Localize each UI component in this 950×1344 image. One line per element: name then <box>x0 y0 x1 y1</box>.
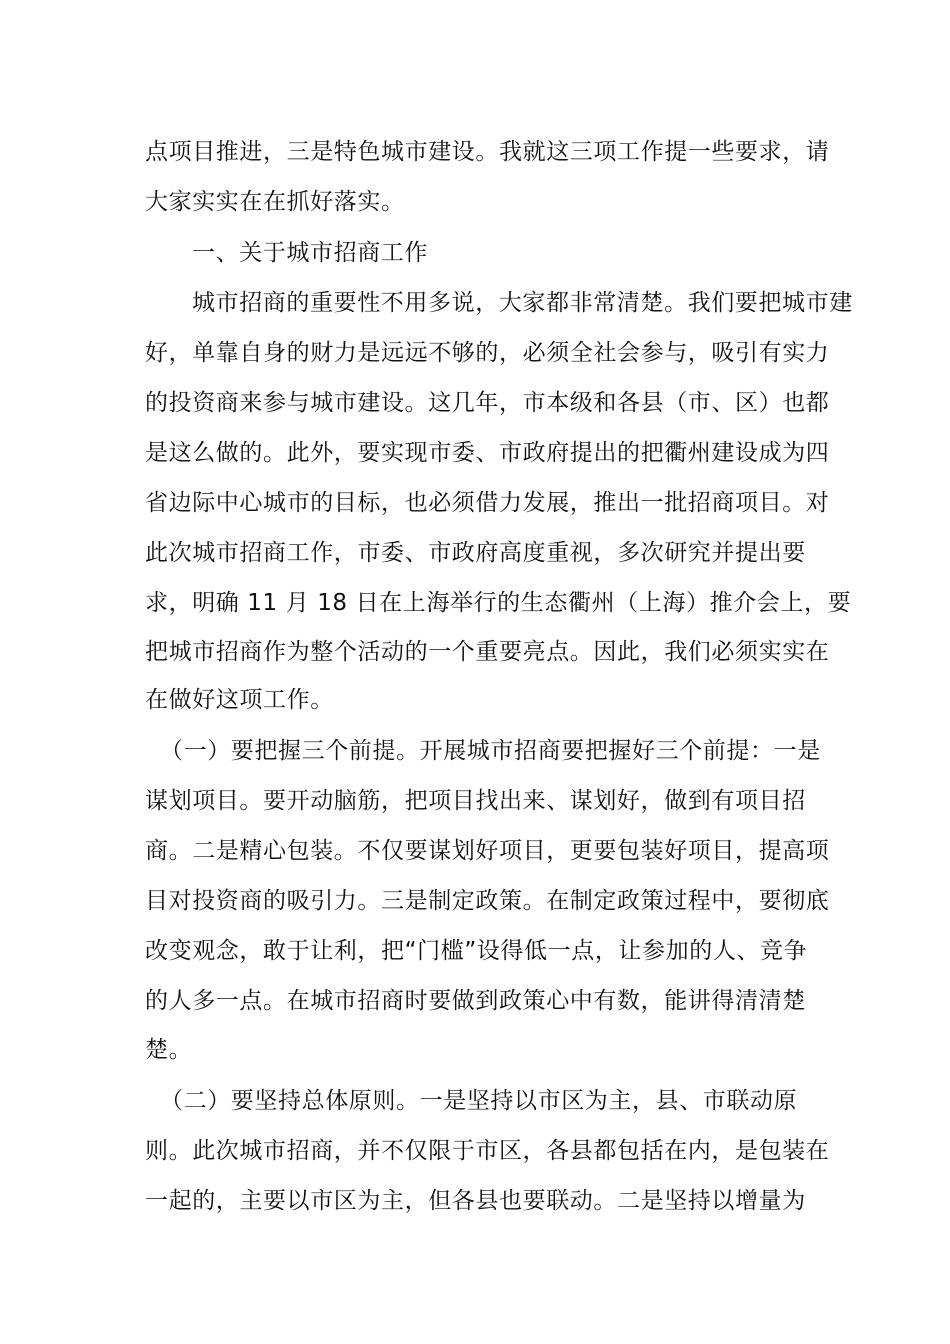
text-line: 一起的，主要以市区为主，但各县也要联动。二是坚持以增量为 <box>145 1188 806 1214</box>
text-line: 在做好这项工作。 <box>145 687 334 713</box>
text-line: 谋划项目。要开动脑筋，把项目找出来、谋划好，做到有项目招 <box>145 788 806 814</box>
subsection-line: （一）要把握三个前提。开展城市招商要把握好三个前提：一是 <box>160 738 821 764</box>
text-line: 商。二是精心包装。不仅要谋划好项目，更要包装好项目，提高项 <box>145 838 830 864</box>
text-line: 楚。 <box>145 1037 193 1063</box>
text-line: 则。此次城市招商，并不仅限于市区，各县都包括在内，是包装在 <box>145 1138 830 1164</box>
text-line: 把城市招商作为整个活动的一个重要亮点。因此，我们必须实实在 <box>145 639 830 665</box>
text-line: 的人多一点。在城市招商时要做到政策心中有数，能讲得清清楚 <box>145 988 806 1014</box>
text-line: 改变观念，敢于让利，把“门槛”设得低一点，让参加的人、竞争 <box>145 938 808 964</box>
text-line: 的投资商来参与城市建设。这几年，市本级和各县（市、区）也都 <box>145 390 830 416</box>
text-line: 求，明确 11 月 18 日在上海举行的生态衢州（上海）推介会上，要 <box>145 590 852 616</box>
text-line: 省边际中心城市的目标，也必须借力发展，推出一批招商项目。对 <box>145 490 830 516</box>
text-line: 目对投资商的吸引力。三是制定政策。在制定政策过程中，要彻底 <box>145 888 830 914</box>
text-line: 点项目推进，三是特色城市建设。我就这三项工作提一些要求，请 <box>145 139 830 165</box>
text-line: 城市招商的重要性不用多说，大家都非常清楚。我们要把城市建 <box>192 290 853 316</box>
text-line: 此次城市招商工作，市委、市政府高度重视，多次研究并提出要 <box>145 540 806 566</box>
subsection-line: （二）要坚持总体原则。一是坚持以市区为主，县、市联动原 <box>160 1088 798 1114</box>
text-line: 是这么做的。此外，要实现市委、市政府提出的把衢州建设成为四 <box>145 440 830 466</box>
section-heading: 一、关于城市招商工作 <box>192 240 428 266</box>
text-line: 好，单靠自身的财力是远远不够的，必须全社会参与，吸引有实力 <box>145 340 830 366</box>
text-line: 大家实实在在抓好落实。 <box>145 189 405 215</box>
